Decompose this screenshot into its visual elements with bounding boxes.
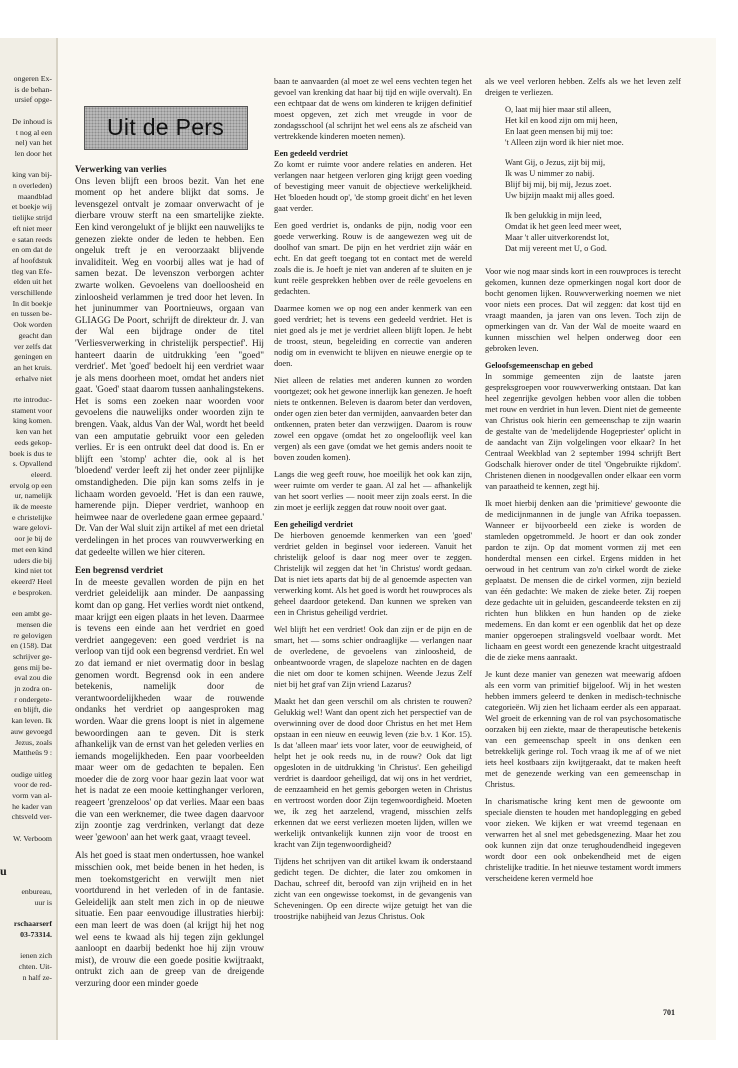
margin-line: ur, namelijk [14,491,52,501]
poem-line: O, laat mij hier maar stil alleen, [505,105,612,114]
margin-line: maandblad [17,191,52,201]
margin-line: vorm van al- [12,791,52,801]
margin-line: eeds gekop- [14,437,52,447]
paragraph: Als het goed is staat men ondertussen, hoe wankel misschien ook, met beide benen in het heden, is men toekomstgericht en verwijlt men niet voortdurend in het verleden of in de fantasie. Geleidelijk aan stelt men zich in op de nieuwe situatie. Een paar eenvoudige illustraties hierbij: een man leert de was doen (al krijgt hij het nog wel eens te kwaad als hij tegen zijn geklungel aanloopt en daarbij bedenkt hoe hij zijn vrouw mist), de vrouw die een goede positie kwijtraakt, ontrukt zich aan de greep van de dreigende verzuring door een minder goede [75,851,264,989]
margin-line: ware gelovi- [12,523,52,533]
column-1 [75,165,264,991]
margin-line: re gelovigen [13,630,52,640]
margin-line: geningen en [14,352,52,362]
margin-line: king van bij- [12,170,52,180]
margin-line: uur is [34,898,52,907]
margin-line: ienen zich [20,951,52,961]
margin-line: ongeren Ex- [13,74,52,83]
margin-line: en blijft, die [14,705,52,715]
margin-line: stament voor [11,405,52,415]
margin-line: schrijver ge- [12,651,52,661]
paragraph: In sommige gemeenten zijn de laatste jaren gespreksgroepen voor rouwverwerking ontstaan. Dat kan heel zegenrijke gevolgen hebben voor allen die tobben met rouw en verdriet in hun leven. Dient niet de gemeente van Christus ook hierin een gemeenschap te zijn waarin de gestalte van de 'medelijdende Hogepriester' oplicht in de aandacht van Zijn volgelingen voor elkaar? In het Centraal Weekblad van 2 september 1994 schrijft Bert Godschalk hierover onder de titel 'Ongebruikte rijkdom'. Christenen dienen in noodgevallen onder elkaar een vorm van paraatheid te kennen, zegt hij. [485,372,681,491]
margin-line: enbureau, [21,887,52,897]
margin-line: an het kruis. [13,362,52,372]
margin-line [0,160,52,171]
poem-line: Dat mij vereent met U, o God. [505,244,607,253]
paragraph: Tijdens het schrijven van dit artikel kwam ik onderstaand gedicht tegen. De dichter, die later zou omkomen in Dachau, schreef dit, beroofd van zijn vrijheid en in het zicht van een ongewisse toekomst, in de gevangenis van Scheveningen. Op een directe wijze getuigt het van die troostrijke nabijheid van Jezus Christus. Ook [274,857,472,921]
margin-line [0,845,52,856]
margin-line: auw gevoegd [10,726,52,736]
paragraph: Langs die weg geeft rouw, hoe moeilijk het ook kan zijn, weer ruimte om verder te gaan. Al zal het — afhankelijk van het soort verlies — nooit meer zijn zoals eerst. In die zin moet je eerlijk zeggen dat rouw nooit over gaat. [274,470,472,512]
margin-line: e besproken. [12,587,52,597]
margin-line: kan leven. Ik [11,716,52,726]
margin-line: gens mij be- [13,662,52,672]
paragraph: Voor wie nog maar sinds kort in een rouwproces is terecht gekomen, kunnen deze opmerkingen nogal kort door de bocht genomen lijken. Rouwverwerking noemen we niet voor niets een proces. Dat wil zeggen: dat kost tijd en vraagt maanden, ja jaren van ons leven. Toch zijn de opmerkingen van dr. Van der Wal de moeite waard en kunnen misschien wel helpen onderweg door een gebroken leven. [485,267,681,353]
paragraph: In de meeste gevallen worden de pijn en het verdriet geleidelijk aan minder. De aanpassing komt dan op gang. Het verlies wordt niet ontkend, maar krijgt een eigen plaats in het leven. Daarmee is tevens een einde aan het verdriet en goed verdriet aangegeven: een goed verdriet is na verloop van tijd ook een begrensd verdriet. En wel zo dat iemand er niet overmatig door in beslag genomen wordt. Begrensd ook in een andere betekenis, namelijk door de verantwoordelijkheden waar de rouwende ondanks het verdriet op aangesproken mag worden. Waar die grens loopt is niet in algemene bewoordingen aan te geven. Dit is sterk afhankelijk van de ernst van het geleden verlies en iemands mogelijkheden. Een paar voorbeelden maar weer om de gedachten te bepalen. Een moeder die de zorg voor haar gezin laat voor wat het is nadat ze een mooie kettinghanger verloren, reageert 'grenzeloos' op dat verlies. Maar een baas die van een werknemer, die twee dagen daarvoor zijn zoontje zag verdrinken, verlangt dat deze weer 'gewoon' aan het werk gaat, vraagt teveel. [75,577,264,843]
margin-line: t nog al een [15,127,52,137]
margin-line [0,598,52,609]
margin-line: nel) van het [15,138,52,148]
poem-stanza [505,157,681,201]
margin-line: ken van het [16,427,52,437]
margin-line: kind niet tot [14,566,52,576]
margin-line: met een kind [11,544,52,554]
poem-line: Want Gij, o Jezus, zijt bij mij, [505,158,606,167]
margin-line: af hoofdstuk [12,255,52,265]
margin-line [0,941,52,952]
margin-line: tleg van Efe- [11,266,52,276]
page-number: 701 [663,1008,675,1017]
margin-line: e satan reeds [12,234,52,244]
poem-line: Ik was U nimmer zo nabij. [505,169,595,178]
margin-line: elden uit het [13,277,52,287]
paragraph: Zo komt er ruimte voor andere relaties en anderen. Het verlangen naar hetgeen verloren ging krijgt geen voeding of bevestiging meer vanuit de objectieve werkelijkheid. Het 'bloeden houdt op', 'de stomp groeit dicht' en het leven gaat verder. [274,160,472,213]
margin-line: ursief opge- [14,95,52,105]
margin-line: u [0,863,7,878]
margin-line: W. Verboom [13,833,52,843]
margin-line: rschaarserf [13,919,52,929]
margin-line: De inhoud is [12,116,52,126]
margin-line [0,106,52,117]
margin-line [0,759,52,770]
section-heading: Uit de Pers [107,114,225,140]
margin-line [0,823,52,834]
margin-line: jn zodra on- [14,684,52,694]
section-heading-box [84,106,248,150]
subheading: Een geheiligd verdriet [274,520,354,529]
paragraph: Ons leven blijft een broos bezit. Van het ene moment op het andere blijkt dat soms. Je levensgezel ontvalt je zomaar onverwacht of je dierbare vrouw sterft na een smartelijke ziekte. Een kind verongelukt of je blijkt een nauwelijks te genezen ziekte onder de leden te hebben. Een ongeluk treft je en veroorzaakt blijvende invaliditeit. Weg en voorbij alles wat je had of samen bezat. De levenszon verborgen achter zwarte wolken. Gevoelens van doelloosheid en zinloosheid verlammen je tred door het leven. In het juninummer van Poortnieuws, orgaan van GLIAGG De Poort, schrijft de direkteur dr. J. van der Wal een bijdrage onder de titel 'Verliesverwerking in christelijk perspectief'. Hij hanteert daarin de uitdrukking 'een "goed" verdriet'. Met 'goed' bedoelt hij een verdriet waar je als mens doorheen moet, omdat het anders niet gaat. 'Goed' staat daarom tussen aanhalingstekens. Het is soms een zoeken naar woorden voor gevoelens die nauwelijks onder woorden zijn te brengen. Vaak, aldus Van der Wal, wordt het beeld van een amputatie gebruikt voor een geleden verlies. Er is een ontrukt deel dat dood is. En er blijft een 'stomp' achter die, ook al is het 'bloedend' verder leeft zij het onder zeer pijnlijke omstandigheden. Die pijn kan soms zelfs in je lichaam worden gevoeld. 'Het is dan een rauwe, hamerende pijn. Dieper verdriet, wanhoop en heimwee naar de overledene gaan ermee gepaard.' Dr. Van der Wal sluit zijn artikel af met een drietal verdelingen in het proces van rouwverwerking en dat gedeelte willen we hier citeren. [75,176,264,558]
margin-line: n half ze- [22,972,52,982]
margin-line [0,384,52,395]
margin-line: Jezus, zoals [15,737,52,747]
margin-line: en (158). Dat [10,641,52,651]
margin-line: len door het [14,148,52,158]
margin-line: chten. Uit- [18,962,52,972]
margin-line: mensen die [16,619,52,629]
margin-line: 03-73314. [20,930,52,940]
poem-line: Omdat ik het geen leed meer weet, [505,222,622,231]
column-2 [274,76,472,922]
margin-line: rte introduc- [13,395,52,405]
margin-line: uders die bij [13,555,52,565]
margin-line: ver zelfs dat [13,341,52,351]
subheading: Een begrensd verdriet [75,566,164,577]
poem-line: 't Alleen zijn word ik hier niet moe. [505,138,624,147]
poem-line: Blijf bij mij, bij mij, Jezus zoet. [505,180,612,189]
margin-line: chtsveld ver- [11,812,52,822]
margin-line: eleerd. [31,469,52,479]
paragraph: Daarmee komen we op nog een ander kenmerk van een goed verdriet; het is tevens een gedeeld verdriet. Het is niet goed als je met je verdriet alleen blijft lopen. Je hebt de troost, steun, begeleiding en correctie van anderen nodig om in evenwicht te blijven en nieuwe energie op te doen. [274,304,472,368]
subheading: Een gedeeld verdriet [274,149,348,158]
margin-line: een ambt ge- [11,609,52,619]
left-margin-text [0,74,52,984]
margin-line: e christelijke [11,512,52,522]
margin-line: oudige uitleg [11,769,52,779]
margin-line: geacht dan [18,330,52,340]
margin-line: Ook worden [13,320,52,330]
margin-line: tielijke strijd [12,213,52,223]
margin-line: en tussen be- [11,309,52,319]
subheading: Verwerking van verlies [75,165,167,175]
paragraph: Maakt het dan geen verschil om als christen te rouwen? Gelukkig wel! Want dan opent zich het perspectief van de overwinning over de dood door Christus en het met Hem opstaan in een nieuw en eeuwig leven (zie b.v. 1 Kor. 15). Is dat 'alleen maar' iets voor later, voor de eeuwigheid, of helpt het je ook reeds nu, in de rouw? Ook dat ligt opgesloten in de uitdrukking 'in Christus'. Een geheiligd verdriet is daardoor geheiligd, dat wij ons in het verdriet, de eenzaamheid en het gemis geborgen weten in Christus en vertroost worden door Zijn tegenwoordigheid. Moeten we, ik zeg het aarzelend, vragend, misschien zelfs erkennen dat we eerst verliezen moeten lijden, willen we werkelijk ontvankelijk kunnen zijn voor de troost en kracht van Zijn tegenwoordigheid? [274,697,472,849]
poem-line: Het kil en kood zijn om mij heen, [505,116,618,125]
poem-line: En laat geen mensen bij mij toe: [505,127,613,136]
margin-line [0,877,52,888]
margin-line: en om dat de [11,245,52,255]
margin-line: is de behan- [14,84,52,94]
paragraph: Een goed verdriet is, ondanks de pijn, nodig voor een goede verwerking. Rouw is de aangewezen weg uit de doolhof van smart. De pijn en het verdriet zijn wáár en echt. En dat geeft toegang tot en contact met de wereld zoals die is. Je hoeft je niet van anderen af te sluiten en je kunt reële gesprekken hebben over de reële gevoelens en gedachten. [274,221,472,296]
margin-line: verschillende [10,288,52,298]
poem-line: Uw bijzijn maakt mij alles goed. [505,191,615,200]
left-page-margin [0,38,58,1040]
poem-line: Ik ben gelukkig in mijn leed, [505,211,602,220]
paragraph: baan te aanvaarden (al moet ze wel eens vechten tegen het gevoel van krenking dat haar bij tijd en wijle overvalt). En een echtpaar dat de wens om kinderen te krijgen definitief moest opgeven, zet zich met vreugde in voor de zondagsschool (al schrijnt het wel eens als ze afscheid van vertrekkende kinderen moeten nemen). [274,77,472,141]
margin-line: s. Opvallend [12,459,52,469]
margin-line: ervolg op een [9,480,52,490]
paragraph: Wel blijft het een verdriet! Ook dan zijn er de pijn en de smart, het — soms schier ondraaglijke — verlangen naar de overledene, de gevoelens van zinloosheid, de onbeantwoorde vragen, de slapeloze nachten en de dagen die niet om door te komen schijnen. Weende Jezus Zelf niet bij het graf van Zijn vriend Lazarus? [274,625,472,689]
margin-line [0,855,52,866]
paragraph: Je kunt deze manier van genezen wat meewarig afdoen als een vorm van primitief bijgeloof. Wij in het westen hebben immers geleerd te denken in medisch-technische categorieën. Wij zien het lichaam eerder als een apparaat. Wel groeit de erkenning van de rol van psychosomatische oorzaken bij een ziekte, maar de therapeutische betekenis van een gemeenschap speelt in ons denken een betrekkelijk geringe rol. Toch vraag ik me af of we niet iets heel kostbaars zijn kwijtgeraakt, dat te maken heeft met de genezende werking van een gemeenschap in Christus. [485,670,681,789]
poem-line: Maar 't aller uitverkorendst lot, [505,233,610,242]
margin-line: erhalve niet [15,373,52,383]
column-3 [485,76,681,884]
paragraph: De hierboven genoemde kenmerken van een 'goed' verdriet gelden in beginsel voor iedereen. Vanuit het christelijk geloof is daar nog meer over te zeggen. Christelijk wil zeggen dat het 'in Christus' wordt gedaan. Dat is niet iets aparts dat bij de al genoemde aspecten van verwerking komt. Als het goed is wordt het rouwproces als geheel daardoor getekend. Dan kunnen we spreken van een in Christus geheiligd verdriet. [274,531,472,617]
paragraph: Niet alleen de relaties met anderen kunnen zo worden voortgezet; ook het gewone innerlijk kan genezen. Je hoeft niets te ontkennen. Beleven is daarom beter dan verdoven, onder ogen zien beter dan vermijden, aanvaarden beter dan ontkennen, praten beter dan verzwijgen. Daarom is rouw zowel een opgave (omdat het zo ongelooflijk veel kan vergen) als een gave (omdat we het gemis anders nooit te boven zouden komen). [274,376,472,462]
margin-line: voor de red- [13,780,52,790]
margin-line: In dit boekje [12,298,52,308]
margin-line: ekeerd? Heel [11,577,52,586]
margin-line: Mattheüs 9 : [13,748,52,758]
paragraph: als we veel verloren hebben. Zelfs als we het leven zelf dreigen te verliezen. [485,77,681,97]
margin-line: boek is dus te [9,448,52,458]
margin-line: eft niet meer [12,223,52,233]
margin-line: king komen. [13,416,52,426]
margin-line: eval zou die [14,673,52,683]
margin-line: et boekje wij [11,202,52,212]
margin-line: n overleden) [12,181,52,190]
margin-line [0,909,52,920]
margin-line: ik de meeste [13,502,52,512]
subheading: Geloofsgemeenschap en gebed [485,361,593,370]
paragraph: In charismatische kring kent men de gewoonte om speciale diensten te houden met handoplegging en gebed voor zieken. We kijken er wat vreemd tegenaan en verwarren het al snel met gebedsgenezing. Maar het zou ook kunnen zijn dat onze terughoudendheid ingegeven wordt door een ook onbekendheid met de eigen christelijke traditie. In het nieuwe testament wordt immers verscheidene keren vermeld hoe [485,797,681,883]
margin-line: r ondergete- [14,694,52,704]
poem-stanza [505,104,681,148]
paragraph: Ik moet hierbij denken aan die 'primitieve' gewoonte die de medicijnmannen in de jungle van Afrika toepassen. Wanneer er bijvoorbeeld een zieke is worden de stamleden opgetrommeld. Je hoort er dan ook zonder pardon te zijn. Op dat moment vormen zij met een honderdtal mensen een cirkel. Ergens midden in het oerwoud in het centrum van zo'n cirkel wordt de zieke geplaatst. De mensen die de cirkel vormen, zijn bezield van één gedachte: We maken de zieke beter. Zij roepen deze gedachte uit in geluiden, gescandeerde teksten en zij richten hun blikken en hun handen op de zieke medemens. En dan komt er een ogenblik dat het op deze manier opgeroepen stralingsveld voelbaar wordt. Met lichaam en geest wordt een genezende kracht uitgestraald die de zieke mens aanraakt. [485,499,681,662]
poem-stanza [505,210,681,254]
poem [505,104,681,254]
margin-line: he kader van [12,801,52,811]
margin-line: oor je bij de [14,534,52,544]
